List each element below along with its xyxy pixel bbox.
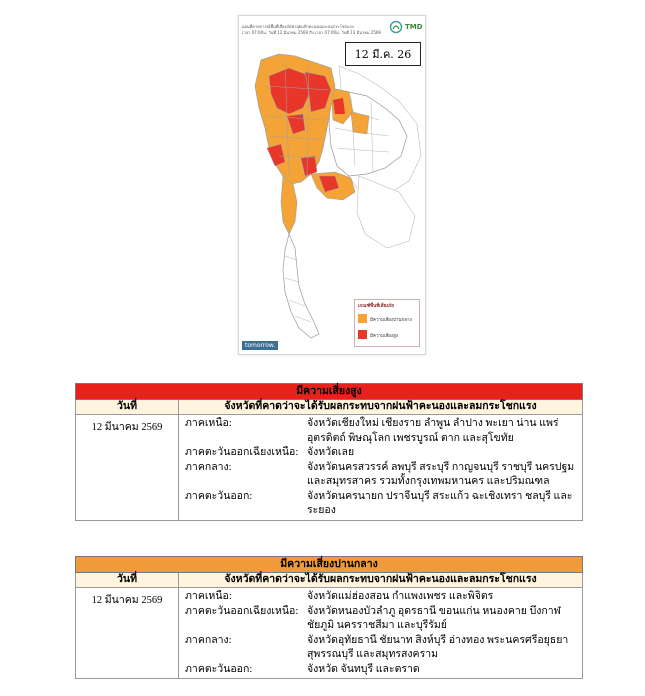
- province-line: ระยอง: [307, 505, 336, 516]
- province-line: จังหวัดแม่ฮ่องสอน กำแพงเพชร และพิจิตร: [307, 591, 494, 602]
- west-region: [281, 176, 297, 234]
- forecast-date: 12 มีนาคม 2569: [76, 415, 179, 521]
- province-line: จังหวัดหนองบัวลำภู อุดรธานี ขอนแก่น หนองคาย บึงกาฬ: [307, 605, 561, 617]
- agency-logo-icon: [389, 20, 403, 34]
- table-row: [179, 634, 582, 663]
- province-line: จังหวัดเชียงใหม่ เชียงราย ลำพูน ลำปาง พะเยา น่าน แพร่: [307, 418, 559, 429]
- region-label: ภาคเหนือ:: [185, 591, 232, 602]
- legend-title: เกณฑ์พื้นที่เสี่ยงภัย: [358, 304, 394, 309]
- region-label: ภาคตะวันออก:: [185, 490, 253, 502]
- province-line: จังหวัดนครสวรรค์ ลพบุรี สระบุรี กาญจนบุรี ราชบุรี นครปฐม: [307, 461, 575, 473]
- region-label: ภาคกลาง:: [185, 634, 232, 646]
- province-line: อุตรดิตถ์ พิษณุโลก เพชรบูรณ์ ตาก และสุโขทัย: [307, 432, 514, 444]
- region-label: ภาคตะวันออก:: [185, 663, 253, 675]
- forecast-map-card: [238, 15, 426, 355]
- column-header-provinces: จังหวัดที่คาดว่าจะได้รับผลกระทบจากฝนฟ้าคะนองและลมกระโชกแรง: [179, 573, 583, 588]
- medium-risk-table: [75, 556, 583, 679]
- legend-swatch-high: [358, 330, 367, 339]
- northeast-medium-area: [351, 112, 369, 134]
- province-line: จังหวัด จันทบุรี และตราด: [307, 663, 420, 675]
- region-label: ภาคตะวันออกเฉียงเหนือ:: [185, 447, 299, 458]
- table-row: [179, 446, 582, 461]
- column-header-date: วันที่: [76, 400, 179, 415]
- map-date-label: 12 มี.ค. 26: [345, 42, 421, 66]
- table-row: [179, 461, 582, 490]
- table-row: [179, 663, 582, 678]
- map-legend: [354, 299, 420, 347]
- tmd-logo: TMD: [405, 23, 423, 31]
- map-header-period: เวลา 07:00น. วันที่ 12 มีนาคม 2569 ถึง เวลา 07:00น. วันที่ 13 มีนาคม 2569: [242, 30, 381, 35]
- region-label: ภาคเหนือ:: [185, 418, 232, 429]
- region-label: ภาคตะวันออกเฉียงเหนือ:: [185, 605, 299, 617]
- province-line: จังหวัดเลย: [307, 447, 355, 458]
- column-header-provinces: จังหวัดที่คาดว่าจะได้รับผลกระทบจากฝนฟ้าคะนองและลมกระโชกแรง: [179, 400, 583, 415]
- medium-risk-band: มีความเสี่ยงปานกลาง: [76, 557, 583, 573]
- northeast-high-area: [333, 98, 345, 114]
- table-row: [179, 605, 582, 634]
- map-header-title: แผนที่คาดการณ์พื้นที่เสี่ยงภัยพายุฝนฟ้าคะนองและลมกระโชกแรง: [242, 24, 354, 29]
- province-line: จังหวัดนครนายก ปราจีนบุรี สระแก้ว ฉะเชิงเทรา ชลบุรี และ: [307, 490, 573, 502]
- high-risk-band: มีความเสี่ยงสูง: [76, 384, 583, 400]
- watermark-logo: tomorrow.: [242, 341, 278, 350]
- province-line: จังหวัดอุทัยธานี ชัยนาท สิงห์บุรี อ่างทอง พระนครศรีอยุธยา: [307, 634, 569, 646]
- column-header-date: วันที่: [76, 573, 179, 588]
- south-region: [283, 234, 319, 338]
- region-label: ภาคกลาง:: [185, 461, 232, 473]
- province-line: และสมุทรสาคร รวมทั้งกรุงเทพมหานคร และปริมณฑล: [307, 476, 550, 487]
- legend-label-medium: มีความเสี่ยงปานกลาง: [370, 318, 412, 323]
- province-line: สุพรรณบุรี และสมุทรสงคราม: [307, 649, 439, 660]
- table-row: [179, 417, 582, 446]
- legend-label-high: มีความเสี่ยงสูง: [370, 334, 399, 339]
- neighbour-region-outline: [357, 176, 415, 248]
- forecast-date: 12 มีนาคม 2569: [76, 588, 179, 679]
- table-row: [179, 590, 582, 605]
- province-line: ชัยภูมิ นครราชสีมา และบุรีรัมย์: [307, 620, 447, 631]
- high-risk-table: [75, 383, 583, 521]
- table-row: [179, 490, 582, 519]
- legend-swatch-medium: [358, 314, 367, 323]
